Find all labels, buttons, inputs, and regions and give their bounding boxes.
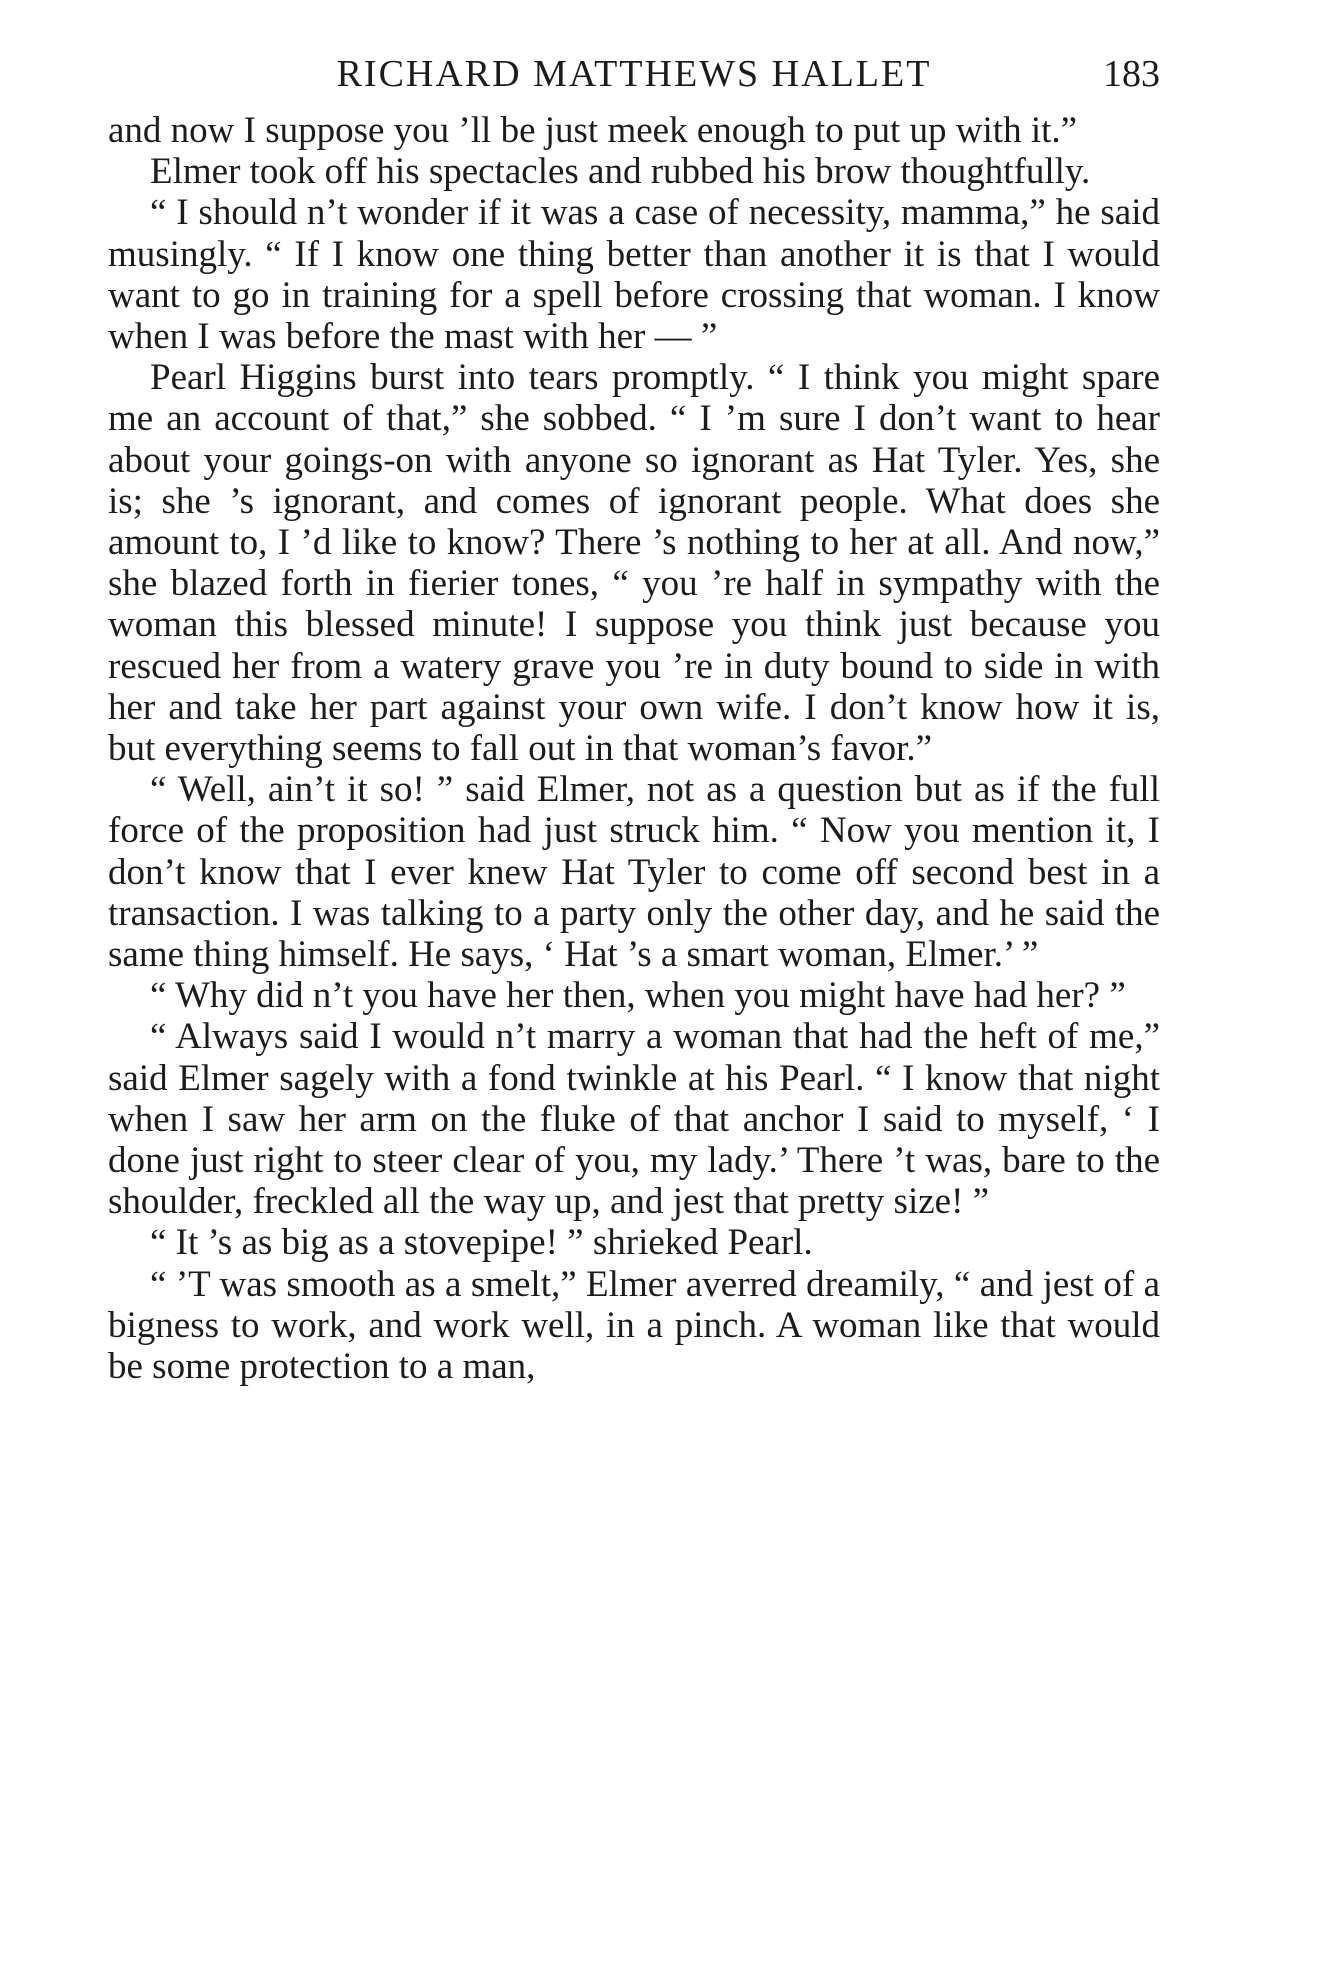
paragraph-9: “ ’T was smooth as a smelt,” Elmer averred dreamily, “ and jest of a bigness to work, and work well, in a pinch. A woman like that would be some protection to a man, [108, 1263, 1160, 1388]
paragraph-4: Pearl Higgins burst into tears promptly. “ I think you might spare me an account of that,” she sobbed. “ I ’m sure I don’t want to hear about your goings-on with anyone so ignorant as Hat Tyler. Yes, she is; she ’s ignorant, and comes of ignorant people. What does she amount to, I ’d like to know? There ’s nothing to her at all. And now,” she blazed forth in fierier tones, “ you ’re half in sympathy with the woman this blessed minute! I suppose you think just because you rescued her from a watery grave you ’re in duty bound to side in with her and take her part against your own wife. I don’t know how it is, but everything seems to fall out in that woman’s favor.” [108, 357, 1160, 770]
paragraph-5: “ Well, ain’t it so! ” said Elmer, not as a question but as if the full force of the proposition had just struck him. “ Now you mention it, I don’t know that I ever knew Hat Tyler to come off second best in a transaction. I was talking to a party only the other day, and he said the same thing himself. He says, ‘ Hat ’s a smart woman, Elmer.’ ” [108, 769, 1160, 976]
paragraph-7: “ Always said I would n’t marry a woman that had the heft of me,” said Elmer sagely with a fond twinkle at his Pearl. “ I know that night when I saw her arm on the fluke of that anchor I said to myself, ‘ I done just right to steer clear of you, my lady.’ There ’t was, bare to the shoulder, freckled all the way up, and jest that pretty size! ” [108, 1016, 1160, 1223]
book-page [108, 40, 1160, 1387]
running-title: RICHARD MATTHEWS HALLET [336, 53, 932, 95]
paragraph-3: “ I should n’t wonder if it was a case of necessity, mamma,” he said musingly. “ If I know one thing better than another it is that I would want to go in training for a spell before crossing that woman. I know when I was before the mast with her — ” [108, 192, 1160, 358]
paragraph-8: “ It ’s as big as a stovepipe! ” shrieked Pearl. [150, 1222, 813, 1264]
paragraph-2: Elmer took off his spectacles and rubbed his brow thoughtfully. [150, 151, 1091, 193]
paragraph-1: and now I suppose you ’ll be just meek enough to put up with it.” [108, 110, 1078, 151]
body-text [108, 110, 1160, 1387]
page-number: 183 [1103, 53, 1160, 95]
running-head [108, 40, 1160, 110]
paragraph-6: “ Why did n’t you have her then, when you might have had her? ” [150, 975, 1126, 1017]
